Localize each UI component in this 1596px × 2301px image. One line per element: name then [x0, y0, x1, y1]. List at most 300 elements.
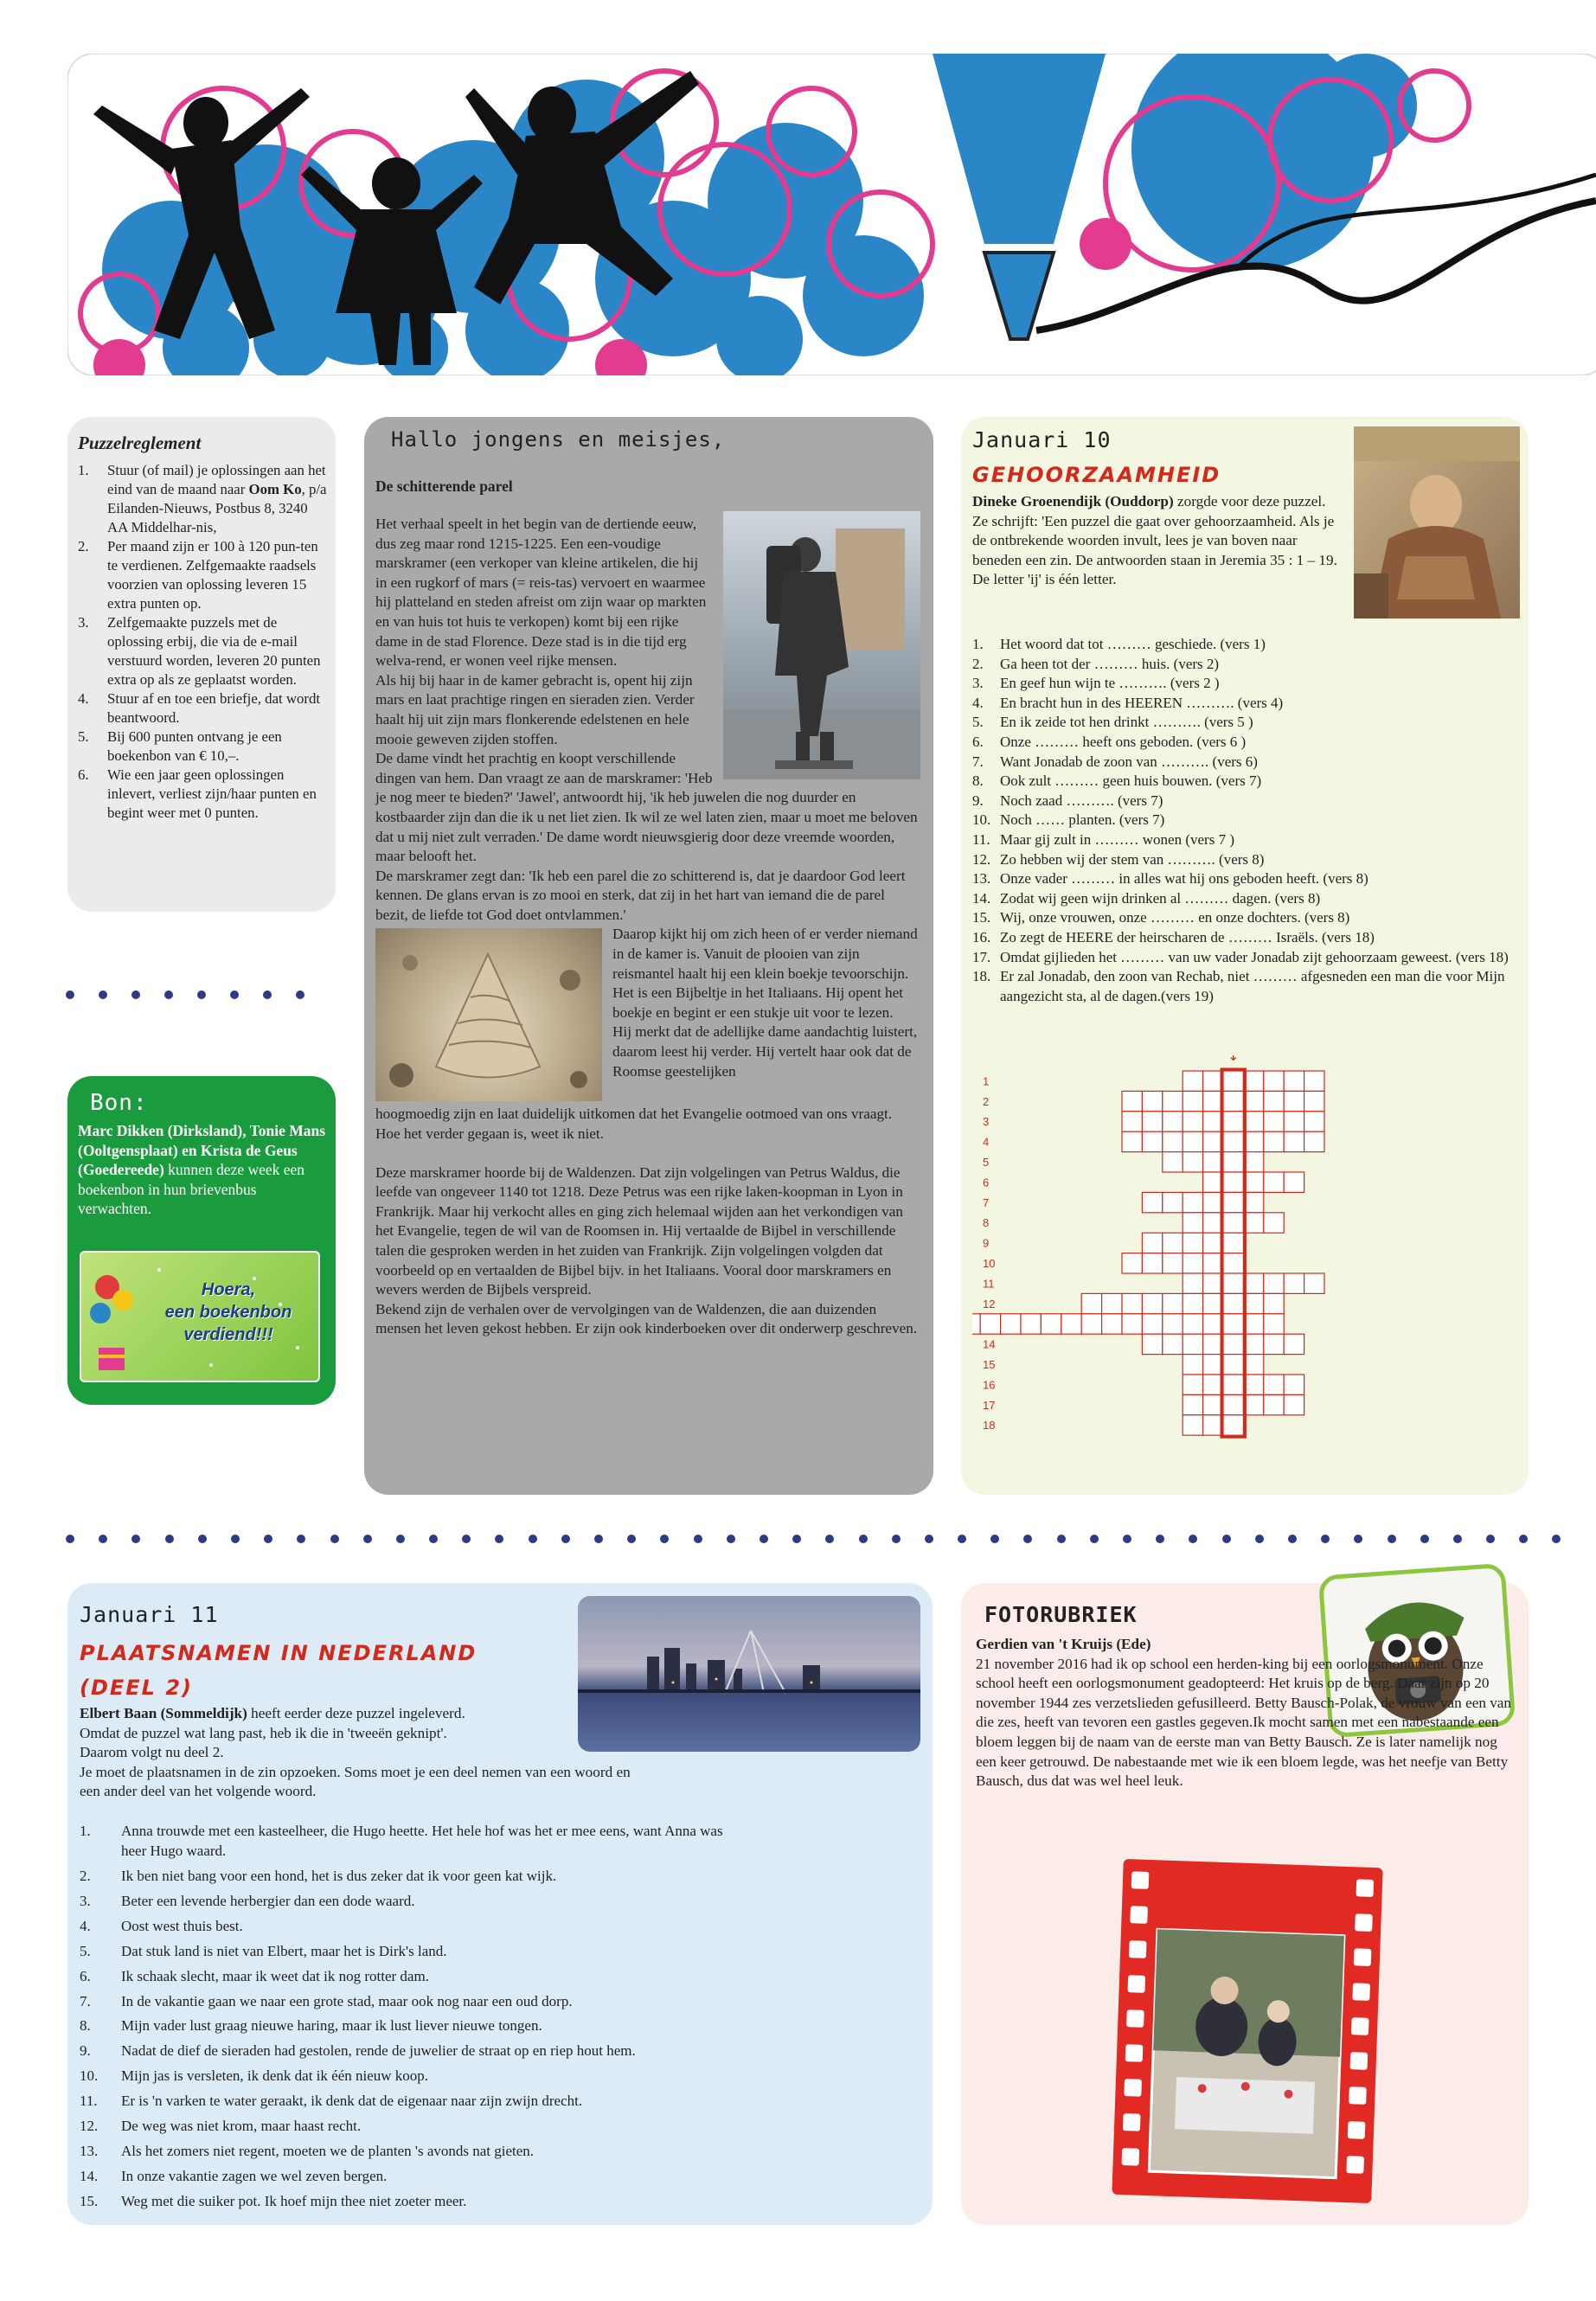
rules-item-text: Bij 600 punten ontvang je een boekenbon van € 10,–. — [107, 728, 282, 764]
rules-item — [78, 613, 329, 689]
crossword-cell[interactable] — [1243, 1112, 1263, 1131]
jan10-clue-number: 18. — [972, 968, 991, 985]
crossword-cell[interactable] — [1163, 1253, 1183, 1273]
crossword-cell[interactable] — [1183, 1112, 1202, 1131]
crossword-cell[interactable] — [1183, 1233, 1202, 1253]
jan10-clue — [972, 674, 1526, 694]
crossword-grid — [972, 1055, 1526, 1462]
crossword-cell[interactable] — [972, 1314, 980, 1334]
jan11-sentence — [80, 2142, 737, 2162]
jan10-clue — [972, 869, 1526, 889]
rules-item-bold: Oom Ko — [248, 481, 302, 497]
jan10-clue-text: Zo zegt de HEERE der heirscharen de ……… Israëls. (vers 18) — [1000, 928, 1375, 945]
crossword-row-label: 6 — [983, 1176, 990, 1189]
crossword-cell[interactable] — [1243, 1355, 1263, 1375]
bon-title: Bon: — [90, 1090, 148, 1116]
jan11-sentence — [80, 1942, 737, 1962]
crossword-cell[interactable] — [1122, 1112, 1142, 1131]
bon-card-line1: Hoera, — [201, 1280, 256, 1299]
crossword-cell[interactable] — [1223, 1091, 1243, 1111]
jan11-intro1-text: heeft eerder deze puzzel ingeleverd. — [247, 1705, 465, 1721]
crossword-row-label: 11 — [983, 1277, 995, 1291]
crossword-cell[interactable] — [1223, 1293, 1243, 1313]
crossword-cell[interactable] — [1284, 1334, 1304, 1354]
jan10-clue — [972, 772, 1526, 792]
jan10-clue-number: 6. — [972, 733, 984, 750]
rules-title: Puzzelreglement — [78, 433, 202, 453]
jan11-date: Januari 11 — [80, 1602, 219, 1627]
crossword-cell[interactable] — [1264, 1213, 1284, 1233]
story-p1: Het verhaal speelt in het begin van de dertiende eeuw, dus zeg maar rond 1215-1225. Een een-voudige marskramer (een verkoper van kleine artikelen, die hij in een rugkorf of mars (= reis-tas) vervoert en waarmee hij platteland en steden afreist om zijn waar op markten en van huis tot huis te verkopen) komt bij een rijke dame in de stad Florence. Deze stad is in die tijd erg welva-rend, er wonen veel rijke mensen. — [375, 516, 707, 670]
crossword-cell[interactable] — [1021, 1314, 1041, 1334]
rules-item-number: 5. — [78, 728, 89, 745]
crossword-cell[interactable] — [1223, 1192, 1243, 1212]
rules-item-text: Stuur af en toe een briefje, dat wordt beantwoord. — [107, 690, 321, 726]
crossword-cell[interactable] — [1203, 1334, 1223, 1354]
crossword-cell[interactable] — [1243, 1192, 1263, 1212]
crossword-cell[interactable] — [1183, 1355, 1202, 1375]
crossword-cell[interactable] — [1203, 1253, 1223, 1273]
jan11-sentence-text: Dat stuk land is niet van Elbert, maar het is Dirk's land. — [121, 1942, 447, 1959]
crossword-cell[interactable] — [1284, 1273, 1304, 1293]
crossword-cell[interactable] — [1264, 1394, 1284, 1414]
crossword-cell[interactable] — [1203, 1314, 1223, 1334]
crossword-row-label: 3 — [983, 1115, 990, 1129]
rules-item — [78, 537, 329, 613]
crossword-cell[interactable] — [1163, 1091, 1183, 1111]
divider-dots-row — [66, 1535, 1561, 1543]
jan11-sentence-text: Oost west thuis best. — [121, 1917, 243, 1934]
crossword-cell[interactable] — [1243, 1152, 1263, 1172]
jan11-sentence-text: In onze vakantie zagen we wel zeven bergen. — [121, 2168, 388, 2185]
crossword-cell[interactable] — [1223, 1253, 1243, 1273]
crossword-cell[interactable] — [1142, 1253, 1162, 1273]
rules-list — [78, 461, 329, 823]
jan10-clue-text: En bracht hun in des HEEREN ………. (vers 4) — [1000, 694, 1284, 711]
crossword-cell[interactable] — [1142, 1233, 1162, 1253]
crossword-cell[interactable] — [1163, 1233, 1183, 1253]
crossword-row-label: 12 — [983, 1297, 996, 1311]
jan11-sentence-number: 11. — [80, 2093, 98, 2110]
jan10-clue-number: 5. — [972, 714, 984, 731]
crossword-cell[interactable] — [1203, 1071, 1223, 1091]
crossword-cell[interactable] — [1223, 1071, 1243, 1091]
story-p4: De marskramer zegt dan: 'Ik heb een parel die zo schitterend is, dat je daardoor God leert kennen. De glans ervan is zo mooi en sterk, dat zij in het hart van iemand die de parel bezit, de liefde tot God doet ontvlammen.' — [375, 867, 906, 923]
jan10-author: Dineke Groenendijk (Ouddorp) — [972, 493, 1174, 510]
crossword-cell[interactable] — [1203, 1375, 1223, 1394]
jan11-title2: (DEEL 2) — [80, 1676, 193, 1700]
jan10-clue-text: Ga heen tot der ……… huis. (vers 2) — [1000, 655, 1220, 672]
jan10-clue-number: 10. — [972, 811, 991, 829]
jan10-date: Januari 10 — [972, 427, 1112, 452]
crossword-cell[interactable] — [1183, 1091, 1202, 1111]
jan11-sentence-text: De weg was niet krom, maar haast recht. — [121, 2118, 362, 2135]
jan10-clue-text: En geef hun wijn te ………. (vers 2 ) — [1000, 675, 1220, 692]
crossword-cell[interactable] — [1223, 1415, 1243, 1435]
rules-item-text: Zelfgemaakte puzzels met de oplossing erbij, die via de e-mail verstuurd worden, leveren 20 punten extra op als ze geplaatst worden. — [107, 614, 321, 688]
crossword-cell[interactable] — [1223, 1131, 1243, 1151]
rules-item-number: 3. — [78, 614, 89, 631]
rules-item — [78, 727, 329, 766]
jan10-clue-number: 4. — [972, 694, 984, 711]
jan10-clue-number: 3. — [972, 675, 984, 692]
rules-item-text: Stuur (of mail) je oplossingen aan het eind van de maand naar — [107, 462, 326, 497]
jan11-sentence-text: Er is 'n varken te water geraakt, ik denk dat de eigenaar naar zijn zwijn drecht. — [121, 2093, 583, 2110]
crossword-cell[interactable] — [1081, 1314, 1101, 1334]
crossword-cell[interactable] — [1243, 1071, 1263, 1091]
crossword-cell[interactable] — [1163, 1112, 1183, 1131]
jan11-sentence-number: 9. — [80, 2042, 91, 2060]
jan10-clue — [972, 792, 1526, 811]
crossword-cell[interactable] — [1284, 1071, 1304, 1091]
crossword-cell[interactable] — [1102, 1314, 1122, 1334]
jan10-clue-text: Zodat wij geen wijn drinken al ……… dagen. (vers 8) — [1000, 889, 1321, 907]
crossword-cell[interactable] — [1142, 1334, 1162, 1354]
foto-title: FOTORUBRIEK — [984, 1602, 1138, 1627]
crossword-cell[interactable] — [1304, 1131, 1324, 1151]
bon-card-line2: een boekenbon — [164, 1303, 292, 1322]
crossword-row-label: 4 — [983, 1135, 990, 1149]
jan10-clue — [972, 655, 1526, 675]
crossword-svg — [972, 1055, 1526, 1462]
crossword-cell[interactable] — [1122, 1091, 1142, 1111]
crossword-cell[interactable] — [1304, 1112, 1324, 1131]
crossword-cell[interactable] — [1203, 1091, 1223, 1111]
jan10-clue-text: Maar gij zult in ……… wonen (vers 7 ) — [1000, 830, 1234, 848]
jan10-clue — [972, 811, 1526, 830]
crossword-cell[interactable] — [1243, 1213, 1263, 1233]
jan11-sentence-text: Als het zomers niet regent, moeten we de planten 's avonds nat gieten. — [121, 2143, 535, 2160]
jan10-clue — [972, 635, 1526, 655]
jan11-intro1 — [80, 1704, 633, 1724]
jan10-clue-number: 14. — [972, 889, 991, 907]
jan10-clue-number: 7. — [972, 753, 984, 770]
crossword-cell[interactable] — [1284, 1112, 1304, 1131]
jan10-clue — [972, 694, 1526, 714]
crossword-cell[interactable] — [1142, 1314, 1162, 1334]
jan10-clue-number: 17. — [972, 948, 991, 965]
crossword-cell[interactable] — [1264, 1071, 1284, 1091]
crossword-cell[interactable] — [1284, 1394, 1304, 1414]
jan11-author: Elbert Baan (Sommeldijk) — [80, 1705, 247, 1721]
crossword-cell[interactable] — [1183, 1213, 1202, 1233]
jan10-clue — [972, 850, 1526, 870]
crossword-cell[interactable] — [1304, 1091, 1324, 1111]
crossword-cell[interactable] — [1183, 1131, 1202, 1151]
crossword-cell[interactable] — [1142, 1131, 1162, 1151]
crossword-cell[interactable] — [1163, 1314, 1183, 1334]
jan10-clue-number: 8. — [972, 772, 984, 790]
crossword-cell[interactable] — [1122, 1131, 1142, 1151]
jan11-sentence — [80, 2067, 737, 2086]
jan10-clue-number: 9. — [972, 792, 984, 809]
jan11-sentence — [80, 1867, 737, 1887]
crossword-cell[interactable] — [1243, 1131, 1263, 1151]
crossword-cell[interactable] — [1041, 1314, 1061, 1334]
jan10-clue-number: 11. — [972, 830, 990, 848]
crossword-cell[interactable] — [1223, 1152, 1243, 1172]
crossword-cell[interactable] — [1122, 1253, 1142, 1273]
jan11-intro3: Daarom volgt nu deel 2. — [80, 1744, 224, 1761]
crossword-cell[interactable] — [1264, 1314, 1284, 1334]
jan10-clue — [972, 830, 1526, 850]
jan11-sentence-list — [80, 1822, 737, 2212]
jan11-sentence-text: Mijn vader lust graag nieuwe haring, maar ik lust liever nieuwe tongen. — [121, 2017, 542, 2035]
jan11-sentence-text: Weg met die suiker pot. Ik hoef mijn thee niet zoeter meer. — [121, 2193, 467, 2210]
jan11-sentence-number: 13. — [80, 2143, 99, 2160]
crossword-cell[interactable] — [1163, 1334, 1183, 1354]
jan11-sentence-text: Mijn jas is versleten, ik denk dat ik één nieuw koop. — [121, 2067, 429, 2085]
statue-icon — [723, 511, 920, 779]
jan10-clue-number: 15. — [972, 909, 991, 926]
foto-text: 21 november 2016 had ik op school een herden-king bij een oorlogsmonument. Onze school heeft een oorlogsmonument geadopteerd: Het kruis op de berg. Daar zijn op 20 november 1944 zes verzetslieden gefusilleerd. Betty Bausch-Polak, de vrouw van een van die zes, heeft van tevoren een gastles gegeven.Ik mocht samen met een nabestaande een bloem leggen bij de naam van de eerste man van Betty Bausch. Ze is later namelijk nog een keer getrouwd. De nabestaande met wie ik een bloem legde, was het neefje van Betty Bausch, dus dat was wel heel leuk. — [976, 1655, 1512, 1790]
crossword-cell[interactable] — [1122, 1293, 1142, 1313]
jan10-clue-number: 2. — [972, 655, 984, 672]
crossword-row-label: 9 — [983, 1236, 990, 1250]
crossword-cell[interactable] — [1264, 1131, 1284, 1151]
jan10-clue-number: 16. — [972, 928, 991, 945]
jan10-title: GEHOORZAAMHEID — [972, 463, 1221, 487]
crossword-cell[interactable] — [1243, 1394, 1263, 1414]
crossword-cell[interactable] — [1183, 1192, 1202, 1212]
bon-winners: Marc Dikken (Dirksland), Tonie Mans (Ooltgensplaat) en Krista de Geus (Goedereede) — [78, 1122, 326, 1178]
jan11-sentence-number: 10. — [80, 2067, 99, 2085]
crossword-cell[interactable] — [1142, 1293, 1162, 1313]
crossword-cell[interactable] — [1203, 1394, 1223, 1414]
jan10-clue — [972, 948, 1526, 968]
crossword-cell[interactable] — [1284, 1375, 1304, 1394]
crossword-cell[interactable] — [1264, 1273, 1284, 1293]
crossword-cell[interactable] — [1203, 1192, 1223, 1212]
rules-item-text-after: , p/a Eilanden-Nieuws, Postbus 8, 3240 AA Middelhar-nis, — [107, 481, 327, 535]
rules-item-number: 1. — [78, 462, 89, 478]
crossword-row-label: 16 — [983, 1378, 996, 1392]
crossword-cell[interactable] — [1183, 1273, 1202, 1293]
jan10-clue — [972, 908, 1526, 928]
rules-item-text: Per maand zijn er 100 à 120 pun-ten te verdienen. Zelfgemaakte raadsels voorzien van oplossing leveren 15 extra punten op. — [107, 538, 318, 612]
crossword-cell[interactable] — [1223, 1273, 1243, 1293]
crossword-cell[interactable] — [1203, 1415, 1223, 1435]
crossword-cell[interactable] — [1284, 1131, 1304, 1151]
jan11-sentence-number: 2. — [80, 1867, 91, 1884]
crossword-cell[interactable] — [1243, 1314, 1263, 1334]
marskramer-statue-photo — [723, 511, 920, 779]
jan11-sentence-text: In de vakantie gaan we naar een grote stad, maar ook nog naar een oud dorp. — [121, 1992, 573, 2009]
crossword-row-label: 5 — [983, 1155, 990, 1169]
crossword-row-label: 8 — [983, 1216, 990, 1230]
jan11-intro4: Je moet de plaatsnamen in de zin opzoeken. Soms moet je een deel nemen van een woord en een ander deel van het volgende woord. — [80, 1763, 631, 1800]
crossword-cell[interactable] — [1183, 1334, 1202, 1354]
crossword-cell[interactable] — [1163, 1192, 1183, 1212]
divider-dots-left — [66, 990, 304, 999]
jan10-intro — [972, 492, 1344, 570]
jan11-sentence — [80, 1967, 737, 1987]
jan10-clue — [972, 713, 1526, 733]
crossword-cell[interactable] — [1243, 1334, 1263, 1354]
story-p2: Als hij bij haar in de kamer gebracht is, opent hij zijn mars en laat prachtige ringen en sieraden zien. Verder haalt hij uit zijn mars flonkerende edelstenen en hele mooie geweven zijden stoffen. — [375, 671, 695, 747]
header-banner — [67, 54, 1596, 375]
crossword-cell[interactable] — [1243, 1273, 1263, 1293]
crossword-row-label: 14 — [983, 1337, 996, 1351]
crossword-cell[interactable] — [1203, 1112, 1223, 1131]
jan10-intro-text: zorgde voor deze puzzel. Ze schrijft: 'Een puzzel die gaat over gehoorzaamheid. Als je de ontbrekende woorden invult, lees je van boven naar beneden een zin. De antwoorden staan in Jeremia 35 : 1 – 19. — [972, 493, 1337, 568]
shell-photo — [375, 928, 602, 1101]
crossword-cell[interactable] — [1081, 1293, 1101, 1313]
crossword-cell[interactable] — [1223, 1213, 1243, 1233]
crossword-cell[interactable] — [1163, 1152, 1183, 1172]
foto-author: Gerdien van 't Kruijs (Ede) — [976, 1636, 1151, 1652]
crossword-cell[interactable] — [1304, 1273, 1324, 1293]
jan11-sentence-text: Ik schaak slecht, maar ik weet dat ik nog rotter dam. — [121, 1967, 429, 1984]
crossword-cell[interactable] — [1284, 1091, 1304, 1111]
jan10-clue-number: 1. — [972, 636, 984, 652]
jan11-sentence-text: Ik ben niet bang voor een hond, het is dus zeker dat ik voor geen kat wijk. — [121, 1867, 557, 1884]
crossword-cell[interactable] — [1203, 1233, 1223, 1253]
crossword-cell[interactable] — [1264, 1334, 1284, 1354]
crossword-cell[interactable] — [980, 1314, 1000, 1334]
crossword-cell[interactable] — [1203, 1213, 1223, 1233]
crossword-cell[interactable] — [1142, 1091, 1162, 1111]
crossword-cell[interactable] — [1243, 1091, 1263, 1111]
crossword-cell[interactable] — [1001, 1314, 1021, 1334]
rules-item-text: Wie een jaar geen oplossingen inlevert, verliest zijn/haar punten en begint weer met 0 punten. — [107, 766, 317, 821]
crossword-cell[interactable] — [1243, 1375, 1263, 1394]
crossword-cell[interactable] — [1183, 1394, 1202, 1414]
crossword-row-label: 7 — [983, 1195, 990, 1209]
crossword-cell[interactable] — [1223, 1112, 1243, 1131]
jan11-sentence-text: Nadat de dief de sieraden had gestolen, rende de juwelier de straat op en riep hout hem. — [121, 2042, 636, 2060]
crossword-cell[interactable] — [1203, 1172, 1223, 1192]
crossword-cell[interactable] — [1223, 1172, 1243, 1192]
jan10-clue-text: Noch …… planten. (vers 7) — [1000, 811, 1165, 829]
crossword-cell[interactable] — [1183, 1293, 1202, 1313]
crossword-cell[interactable] — [1203, 1152, 1223, 1172]
jan10-clue-text: Ook zult ……… geen huis bouwen. (vers 7) — [1000, 772, 1262, 790]
jan11-sentence-number: 15. — [80, 2193, 99, 2210]
crossword-cell[interactable] — [1183, 1314, 1202, 1334]
story-p6a: Hij merkt dat de adellijke dame aandachtig luistert, daarom leest hij verder. Hij vertelt haar ook dat de Roomse geestelijken — [612, 1023, 918, 1080]
rules-item — [78, 461, 329, 537]
jan11-title1: PLAATSNAMEN IN NEDERLAND — [80, 1641, 478, 1665]
jan11-sentence — [80, 2092, 737, 2112]
jan10-note: De letter 'ij' is één letter. — [972, 571, 1117, 588]
fresco-icon — [1354, 426, 1520, 619]
crossword-cell[interactable] — [1163, 1293, 1183, 1313]
jan11-sentence — [80, 1992, 737, 2012]
jan11-sentence-text: Anna trouwde met een kasteelheer, die Hugo heette. Het hele hof was het er mee eens, want Anna was heer Hugo waard. — [121, 1823, 723, 1859]
rules-item-number: 2. — [78, 538, 89, 554]
jan11-sentence — [80, 1892, 737, 1912]
jan10-clue-text: Onze ……… heeft ons geboden. (vers 6 ) — [1000, 733, 1247, 750]
rules-item-number: 4. — [78, 690, 89, 707]
jan10-clue — [972, 928, 1526, 948]
crossword-cell[interactable] — [1304, 1071, 1324, 1091]
crossword-cell[interactable] — [1264, 1172, 1284, 1192]
jan11-sentence-number: 14. — [80, 2168, 99, 2185]
jan11-sentence-number: 7. — [80, 1992, 91, 2009]
film-strip-photo — [1112, 1859, 1382, 2203]
crossword-cell[interactable] — [1203, 1293, 1223, 1313]
jan11-sentence-number: 1. — [80, 1823, 91, 1839]
jan10-clue — [972, 967, 1526, 1006]
shell-icon — [375, 928, 602, 1101]
crossword-cell[interactable] — [1163, 1131, 1183, 1151]
jan11-sentence — [80, 2041, 737, 2061]
bon-text — [78, 1121, 329, 1219]
jan10-clue-text: Onze vader ……… in alles wat hij ons geboden heeft. (vers 8) — [1000, 870, 1368, 888]
jan11-sentence-number: 12. — [80, 2118, 99, 2135]
crossword-cell[interactable] — [1223, 1314, 1243, 1334]
jan10-clue-text: En ik zeide tot hen drinkt ………. (vers 5 ) — [1000, 714, 1253, 731]
jan11-sentence-number: 8. — [80, 2017, 91, 2035]
crossword-cell[interactable] — [1102, 1293, 1122, 1313]
rules-item — [78, 766, 329, 823]
story-p6b: hoogmoedig zijn en laat duidelijk uitkomen dat het Evangelie ootmoed van ons vraagt. — [375, 1106, 893, 1123]
story-heading: Hallo jongens en meisjes, — [391, 427, 726, 452]
crossword-cell[interactable] — [1264, 1293, 1284, 1313]
jan11-sentence-number: 6. — [80, 1967, 91, 1984]
crossword-cell[interactable] — [1264, 1375, 1284, 1394]
rules-item — [78, 689, 329, 727]
jan10-clue-text: Zo hebben wij der stem van ………. (vers 8) — [1000, 850, 1265, 868]
crossword-cell[interactable] — [1243, 1172, 1263, 1192]
crossword-cell[interactable] — [1142, 1112, 1162, 1131]
jan10-clue-text: Want Jonadab de zoon van ………. (vers 6) — [1000, 753, 1258, 770]
jan11-sentence — [80, 2167, 737, 2187]
jan10-clue-text: Het woord dat tot ……… geschiede. (vers 1) — [1000, 636, 1266, 652]
crossword-cell[interactable] — [1183, 1071, 1202, 1091]
solution-arrow-icon: ↓ — [1227, 1055, 1240, 1064]
crossword-cell[interactable] — [1264, 1091, 1284, 1111]
crossword-cell[interactable] — [1243, 1293, 1263, 1313]
crossword-row-label: 10 — [983, 1256, 996, 1270]
crossword-cell[interactable] — [1223, 1334, 1243, 1354]
jan11-sentence — [80, 2117, 737, 2137]
crossword-cell[interactable] — [1203, 1131, 1223, 1151]
crossword-cell[interactable] — [1203, 1355, 1223, 1375]
crossword-cell[interactable] — [1223, 1375, 1243, 1394]
crossword-cell[interactable] — [1264, 1112, 1284, 1131]
crossword-cell[interactable] — [1122, 1314, 1142, 1334]
jan10-clue-text: Omdat gijlieden het ……… van uw vader Jonadab zijt gehoorzaam geweest. (vers 18) — [1000, 948, 1509, 965]
jan10-clue-number: 12. — [972, 850, 991, 868]
crossword-cell[interactable] — [1061, 1314, 1081, 1334]
jan10-clue-list — [972, 635, 1526, 1006]
jan10-clue — [972, 753, 1526, 772]
jan10-clue-text: Noch zaad ………. (vers 7) — [1000, 792, 1163, 809]
crossword-cell[interactable] — [1183, 1375, 1202, 1394]
jan11-sentence-number: 5. — [80, 1942, 91, 1959]
crossword-row-label: 2 — [983, 1094, 990, 1108]
crossword-cell[interactable] — [1223, 1233, 1243, 1253]
crossword-cell[interactable] — [1223, 1355, 1243, 1375]
crossword-cell[interactable] — [1183, 1415, 1202, 1435]
story-p3: De dame vindt het prachtig en koopt verschillende dingen van hem. Dan vraagt ze aan de marskramer: 'Heb je nog meer te bieden?' 'Jawel', antwoordt hij, 'ik heb juwelen die nog duurder en kostbaarder zijn dan die ik u net liet zien. Ik wil ze wel laten zien, maar u moet me beloven dat u mij niet zult verraden.' De dame wordt nieuwsgierig door deze vreemde woorden, maar belooft het. — [375, 750, 918, 865]
crossword-cell[interactable] — [1183, 1152, 1202, 1172]
crossword-row-label: 1 — [983, 1074, 990, 1088]
crossword-cell[interactable] — [1142, 1192, 1162, 1212]
crossword-cell[interactable] — [1223, 1394, 1243, 1414]
story-p9: Bekend zijn de verhalen over de vervolgingen van de Waldenzen, die aan duizenden mensen het leven gekost hebben. Er zijn ook kinderboeken over dit onderwerp geschreven. — [375, 1300, 918, 1337]
jan11-sentence — [80, 1822, 737, 1861]
bon-card-line3: verdiend!!! — [183, 1325, 273, 1344]
crossword-cell[interactable] — [1183, 1253, 1202, 1273]
story-subtitle: De schitterende parel — [375, 478, 513, 495]
jan10-clue-number: 13. — [972, 870, 991, 888]
crossword-cell[interactable] — [1203, 1273, 1223, 1293]
children-silhouettes-exclamation-banner-icon — [67, 54, 1596, 375]
crossword-cell[interactable] — [1284, 1172, 1304, 1192]
